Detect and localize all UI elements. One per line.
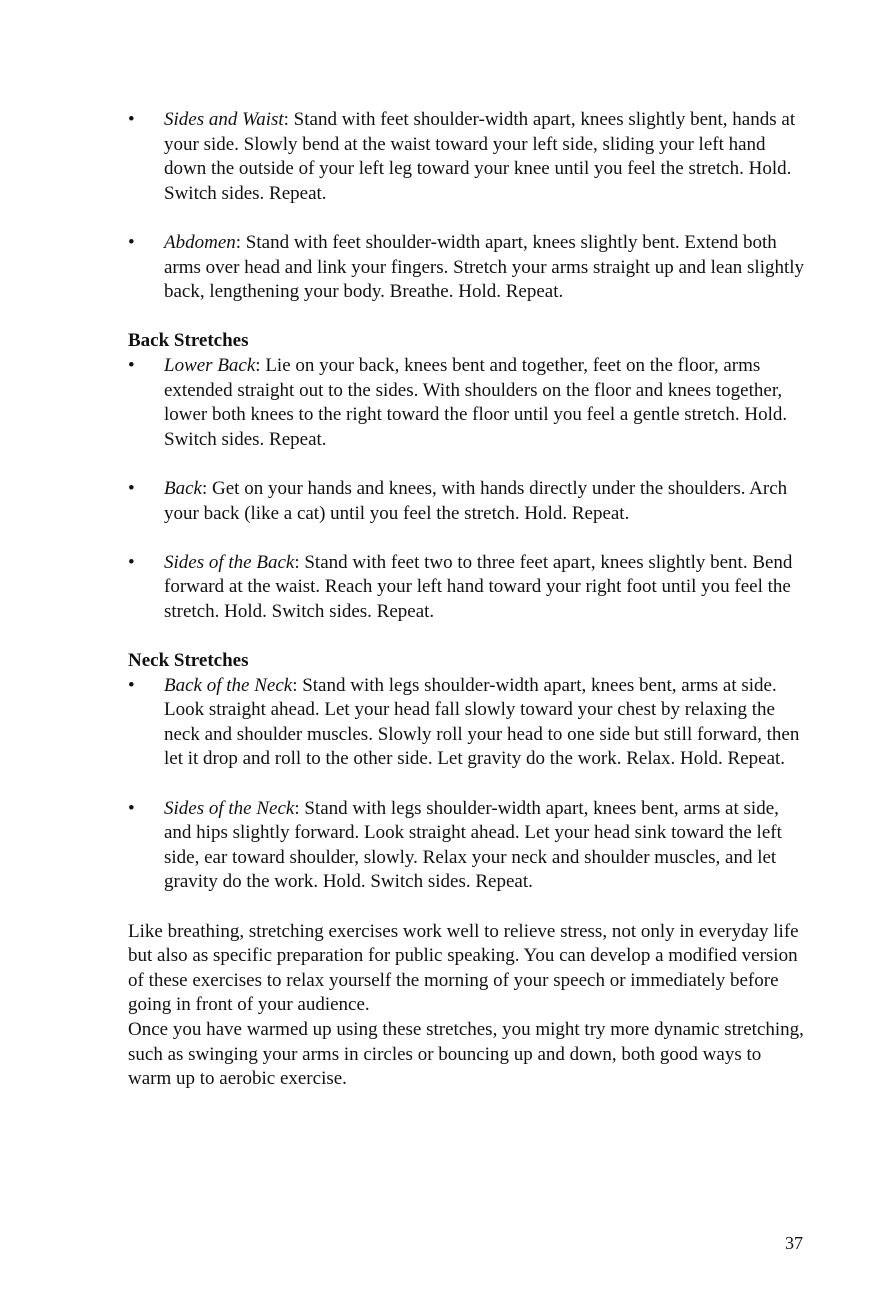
bullet-icon: • (128, 797, 135, 819)
bullet-icon: • (128, 231, 135, 253)
stretch-list-top (128, 108, 808, 305)
bullet-icon: • (128, 674, 135, 696)
stretch-description: : Stand with feet shoulder-width apart, knees slightly bent. Extend both arms over head and link your fingers. Stretch your arms straight up and lean slightly back, lengthening your body. Breathe. Hold. Repeat. (164, 231, 805, 303)
stretch-term: Sides and Waist (164, 109, 284, 130)
list-item-back-of-the-neck (128, 674, 808, 772)
stretch-description: : Get on your hands and knees, with hands directly under the shoulders. Arch your back (like a cat) until you feel the stretch. Hold. Repeat. (164, 477, 788, 524)
stretch-term: Back (164, 477, 202, 499)
bullet-icon: • (128, 551, 135, 573)
stretch-description: : Stand with legs shoulder-width apart, knees bent, arms at side, and hips slightly forward. Look straight ahead. Let your head sink toward the left side, ear toward shoulder, slowly. Relax your neck and shoulder muscles, and let gravity do the work. Hold. Switch sides. Repeat. (164, 797, 782, 893)
body-paragraph: Like breathing, stretching exercises work well to relieve stress, not only in everyday life but also as specific preparation for public speaking. You can develop a modified version of these exercises to relax yourself the morning of your speech or immediately before going in front of your audience. (128, 920, 799, 1016)
neck-stretch-list (128, 674, 808, 895)
section-heading-back-stretches: Back Stretches (128, 330, 249, 352)
body-paragraph: Once you have warmed up using these stretches, you might try more dynamic stretching, such as swinging your arms in circles or bouncing up and down, both good ways to warm up to aerobic exercise. (128, 1018, 804, 1090)
stretch-term: Sides of the Back (164, 551, 295, 573)
list-item-back (128, 477, 808, 526)
stretch-description: : Stand with feet two to three feet apart, knees slightly bent. Bend forward at the waist. Reach your left hand toward your right foot until you feel the stretch. Hold. Switch sides. Repeat. (164, 551, 793, 622)
back-stretch-list (128, 354, 808, 625)
stretch-description: : Stand with feet shoulder-width apart, knees slightly bent, hands at your side. Slowly bend at the waist toward your left side, sliding your left hand down the outside of your left leg toward your knee until you feel the stretch. Hold. Switch sides. Repeat. (164, 109, 796, 204)
bullet-icon: • (128, 109, 135, 130)
list-item-lower-back (128, 354, 808, 452)
bullet-icon: • (128, 354, 135, 376)
page-number: 37 (785, 1233, 803, 1253)
stretch-term: Back of the Neck (164, 674, 293, 696)
list-item-abdomen (128, 231, 808, 305)
stretch-description: : Lie on your back, knees bent and together, feet on the floor, arms extended straight out to the sides. With shoulders on the floor and knees together, lower both knees to the right toward the floor until you feel a gentle stretch. Hold. Switch sides. Repeat. (164, 354, 788, 450)
stretch-term: Sides of the Neck (164, 797, 295, 819)
stretch-term: Lower Back (164, 354, 256, 376)
bullet-icon: • (128, 477, 135, 499)
list-item-sides-of-the-back (128, 551, 808, 625)
stretch-description: : Stand with legs shoulder-width apart, knees bent, arms at side. Look straight ahead. Let your head fall slowly toward your chest by relaxing the neck and shoulder muscles. Slowly roll your head to one side but still forward, then let it drop and roll to the other side. Let gravity do the work. Relax. Hold. Repeat. (164, 674, 800, 770)
page-body (128, 108, 808, 1092)
section-heading-neck-stretches: Neck Stretches (128, 650, 249, 672)
list-item-sides-of-the-neck (128, 797, 808, 895)
list-item-sides-and-waist (128, 108, 808, 206)
stretch-term: Abdomen (164, 231, 236, 253)
